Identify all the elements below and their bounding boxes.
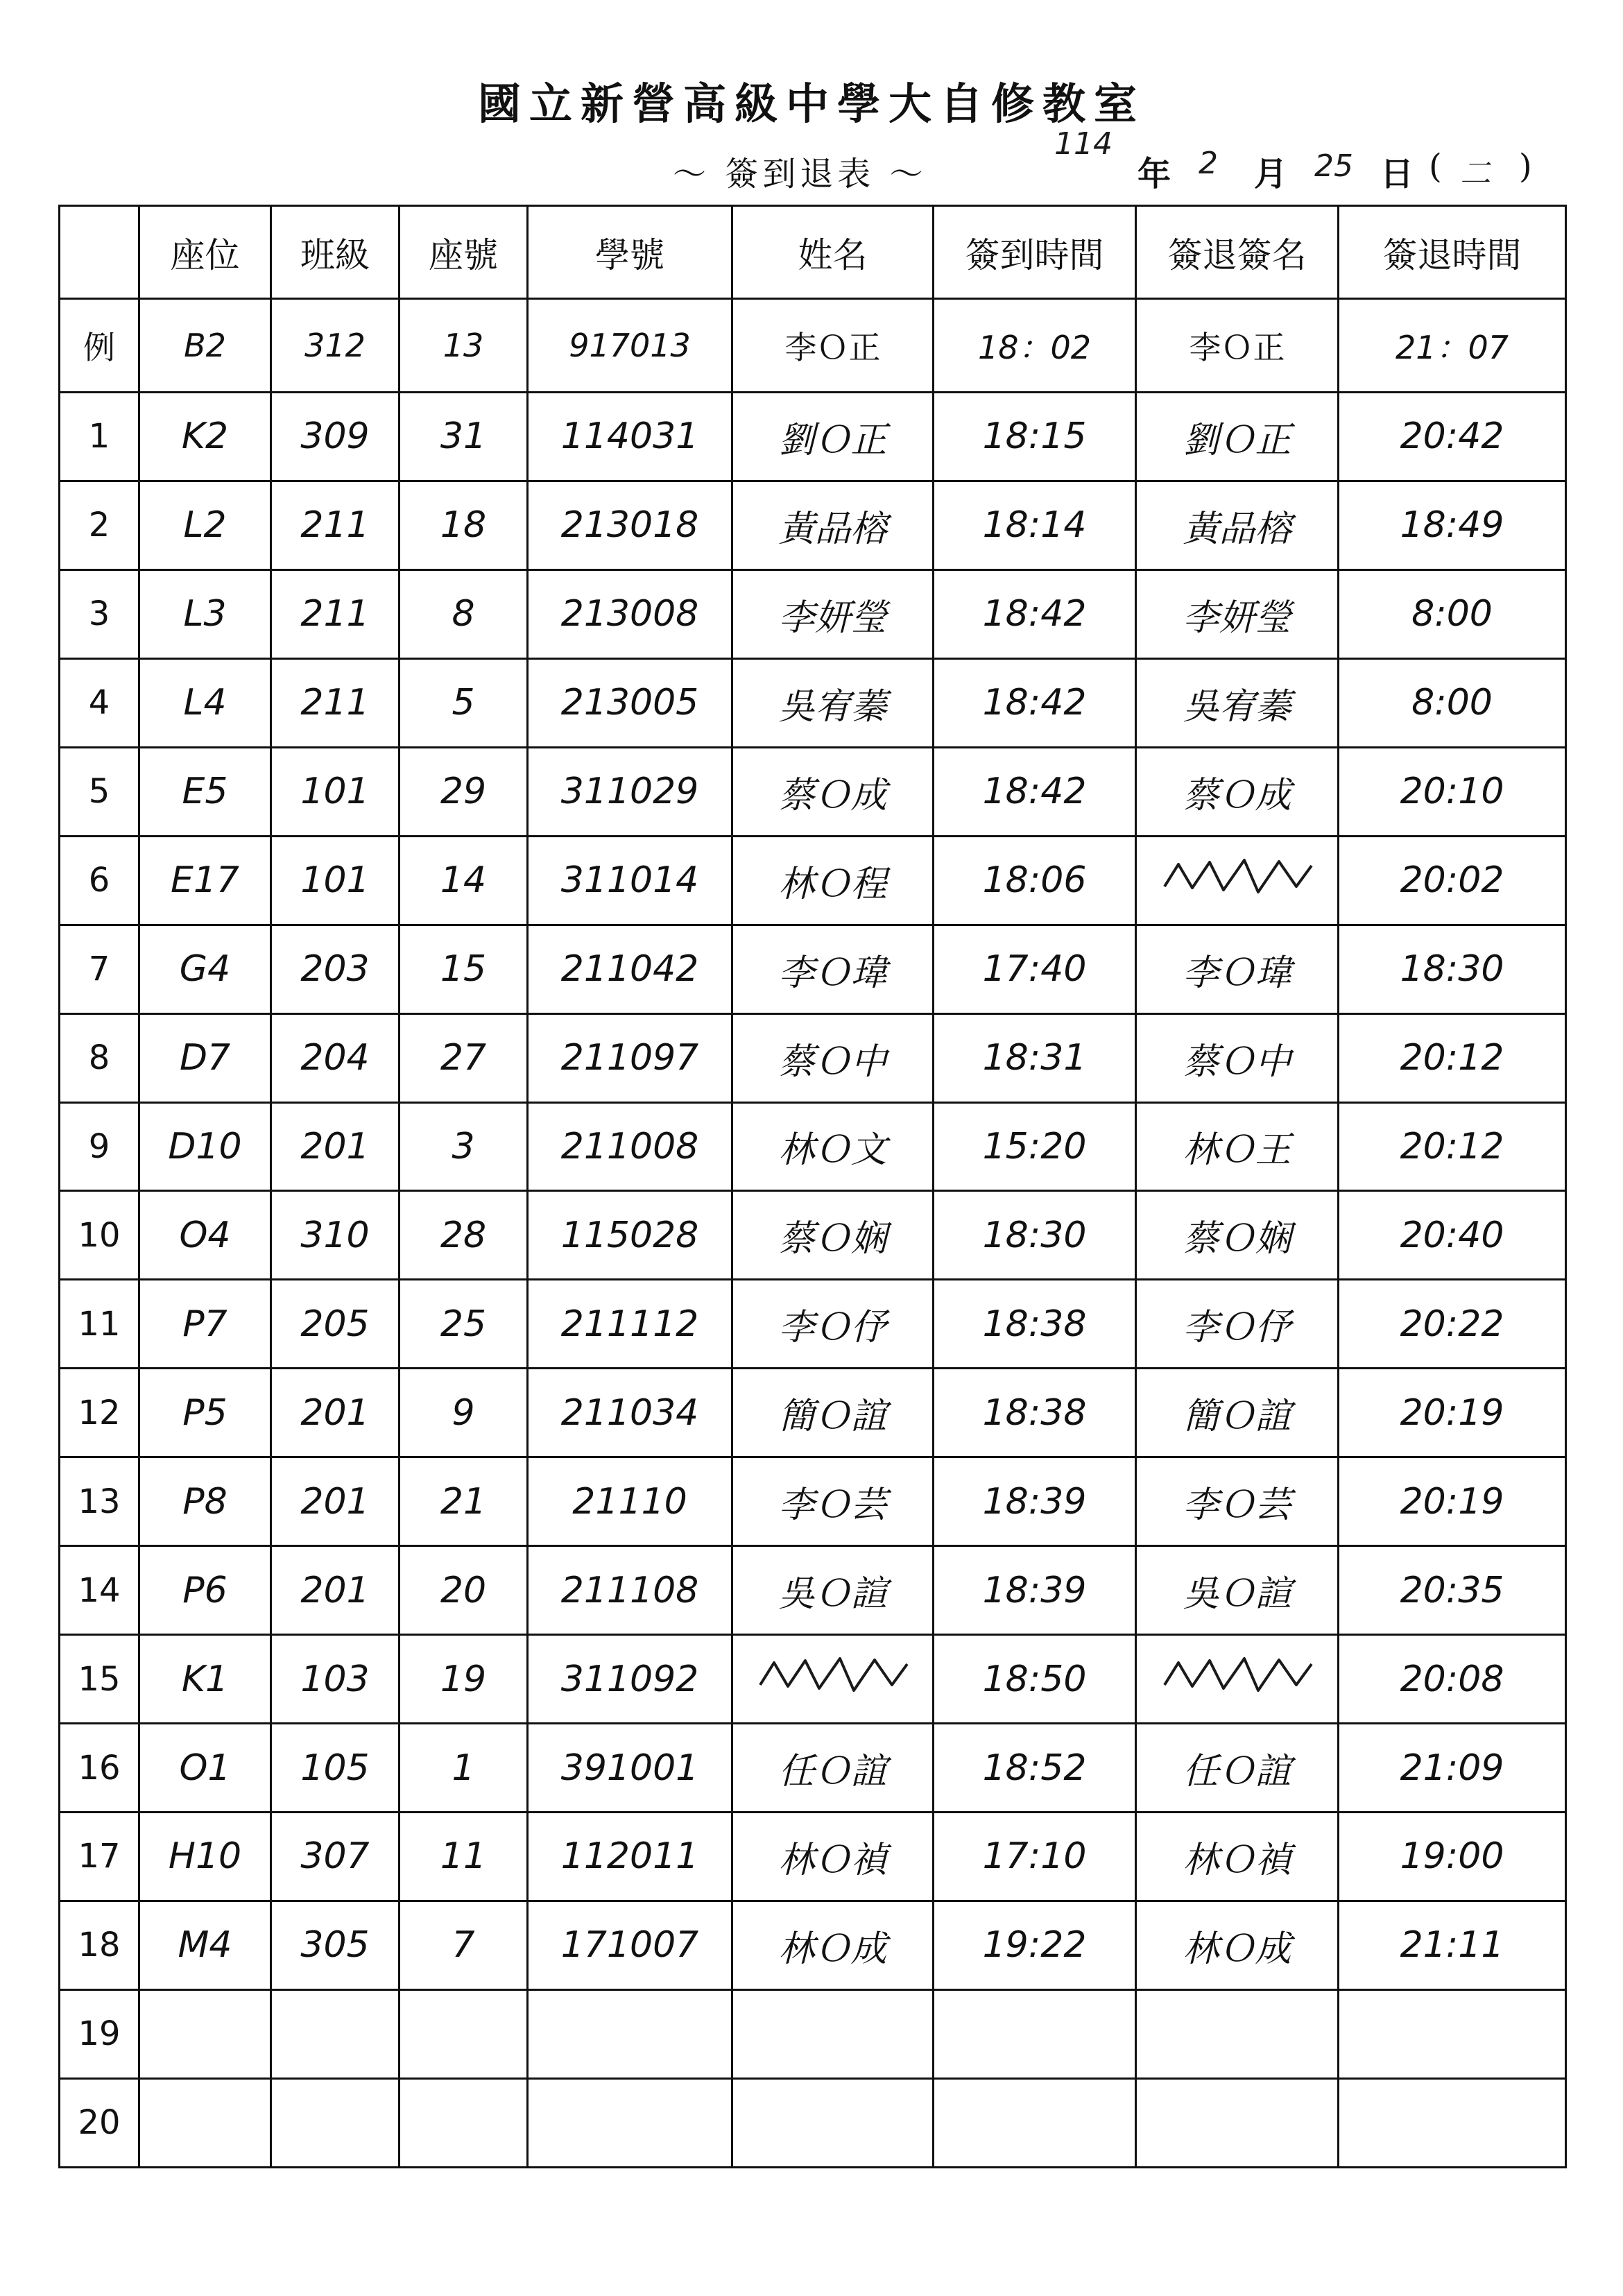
sign-in-time-cell: 18:39: [934, 1457, 1136, 1546]
example-seat: B2: [139, 299, 271, 393]
number-cell: 18: [400, 481, 528, 569]
row-number: 9: [60, 1102, 139, 1191]
sign-in-time-cell: 18:42: [934, 747, 1136, 836]
example-sign-in-time: 18：02: [934, 299, 1136, 393]
table-row: [60, 1280, 1566, 1369]
page-title: 國立新營高級中學大自修教室: [477, 78, 1145, 129]
sign-in-time-cell: 18:06: [934, 836, 1136, 925]
name-cell: 吳Ｏ諠: [732, 1546, 934, 1635]
row-number: 19: [60, 1989, 139, 2078]
sign-out-signature-cell: 蔡Ｏ中: [1136, 1013, 1339, 1102]
example-sign-out-time: 21：07: [1339, 299, 1566, 393]
number-cell: [400, 1989, 528, 2078]
name-cell: 李Ｏ芸: [732, 1457, 934, 1546]
sign-in-time-cell: [934, 2078, 1136, 2167]
table-row: [60, 836, 1566, 925]
table-row: [60, 1813, 1566, 1901]
seat-cell: M4: [139, 1901, 271, 1989]
sign-out-signature-cell: 吳Ｏ諠: [1136, 1546, 1339, 1635]
sign-out-signature-cell: 吳宥蓁: [1136, 658, 1339, 747]
sign-out-time-cell: 20:12: [1339, 1102, 1566, 1191]
scribble-signature: [1158, 852, 1317, 900]
seat-cell: L4: [139, 658, 271, 747]
date-weekday-value: 二: [1460, 156, 1491, 191]
sign-out-time-cell: 20:10: [1339, 747, 1566, 836]
row-number: 10: [60, 1191, 139, 1280]
name-cell: 蔡Ｏ娴: [732, 1191, 934, 1280]
row-number: 16: [60, 1724, 139, 1813]
column-header-number: 座號: [400, 206, 528, 299]
student-id-cell: 311029: [528, 747, 732, 836]
name-cell: 吳宥蓁: [732, 658, 934, 747]
sign-out-time-cell: 8:00: [1339, 658, 1566, 747]
student-id-cell: 213005: [528, 658, 732, 747]
row-number: 17: [60, 1813, 139, 1901]
seat-cell: E5: [139, 747, 271, 836]
number-cell: 1: [400, 1724, 528, 1813]
student-id-cell: 115028: [528, 1191, 732, 1280]
student-id-cell: 211112: [528, 1280, 732, 1369]
sign-out-signature-cell: 李妍瑩: [1136, 569, 1339, 658]
sign-out-time-cell: 19:00: [1339, 1813, 1566, 1901]
sign-out-signature-cell: 蔡Ｏ成: [1136, 747, 1339, 836]
class-cell: 309: [271, 393, 400, 481]
row-number: 6: [60, 836, 139, 925]
class-cell: 305: [271, 1901, 400, 1989]
class-cell: 307: [271, 1813, 400, 1901]
student-id-cell: 211008: [528, 1102, 732, 1191]
sign-out-signature-cell: [1136, 836, 1339, 925]
example-student-id: 917013: [528, 299, 732, 393]
number-cell: 5: [400, 658, 528, 747]
name-cell: [732, 1635, 934, 1724]
seat-cell: E17: [139, 836, 271, 925]
class-cell: 211: [271, 658, 400, 747]
seat-cell: D10: [139, 1102, 271, 1191]
student-id-cell: 211097: [528, 1013, 732, 1102]
class-cell: [271, 1989, 400, 2078]
sign-out-signature-cell: 劉Ｏ正: [1136, 393, 1339, 481]
name-cell: 簡Ｏ誼: [732, 1369, 934, 1457]
student-id-cell: 211034: [528, 1369, 732, 1457]
row-number: 12: [60, 1369, 139, 1457]
number-cell: 20: [400, 1546, 528, 1635]
name-cell: [732, 1989, 934, 2078]
sign-out-signature-cell: 林Ｏ禎: [1136, 1813, 1339, 1901]
sign-out-time-cell: 18:30: [1339, 925, 1566, 1013]
row-number: 13: [60, 1457, 139, 1546]
number-cell: 31: [400, 393, 528, 481]
student-id-cell: [528, 2078, 732, 2167]
example-sign-out-signature: 李Ｏ正: [1136, 299, 1339, 393]
seat-cell: [139, 1989, 271, 2078]
table-row: [60, 1013, 1566, 1102]
number-cell: 11: [400, 1813, 528, 1901]
sign-out-time-cell: 20:12: [1339, 1013, 1566, 1102]
sign-out-signature-cell: 簡Ｏ誼: [1136, 1369, 1339, 1457]
page-subtitle: ～ 簽到退表 ～: [673, 155, 927, 194]
date-month-label: 月: [1254, 155, 1288, 194]
sign-out-time-cell: [1339, 2078, 1566, 2167]
date-year-value: 114: [1054, 126, 1113, 162]
sign-in-time-cell: 15:20: [934, 1102, 1136, 1191]
seat-cell: P7: [139, 1280, 271, 1369]
name-cell: 李妍瑩: [732, 569, 934, 658]
name-cell: 李Ｏ伃: [732, 1280, 934, 1369]
number-cell: 21: [400, 1457, 528, 1546]
student-id-cell: 213018: [528, 481, 732, 569]
sign-out-time-cell: 18:49: [1339, 481, 1566, 569]
class-cell: 211: [271, 569, 400, 658]
sign-out-signature-cell: [1136, 2078, 1339, 2167]
seat-cell: O4: [139, 1191, 271, 1280]
scribble-signature: [1158, 1650, 1317, 1699]
sign-out-time-cell: 20:35: [1339, 1546, 1566, 1635]
seat-cell: G4: [139, 925, 271, 1013]
row-number: 20: [60, 2078, 139, 2167]
table-row: [60, 658, 1566, 747]
number-cell: [400, 2078, 528, 2167]
student-id-cell: [528, 1989, 732, 2078]
number-cell: 29: [400, 747, 528, 836]
number-cell: 27: [400, 1013, 528, 1102]
sign-out-time-cell: 20:19: [1339, 1457, 1566, 1546]
sign-out-time-cell: 8:00: [1339, 569, 1566, 658]
sign-out-signature-cell: 蔡Ｏ娴: [1136, 1191, 1339, 1280]
row-number: 3: [60, 569, 139, 658]
seat-cell: K1: [139, 1635, 271, 1724]
sign-out-time-cell: 21:09: [1339, 1724, 1566, 1813]
name-cell: 林Ｏ程: [732, 836, 934, 925]
table-row: [60, 481, 1566, 569]
column-header-sign-out-signature: 簽退簽名: [1136, 206, 1339, 299]
sign-in-time-cell: 17:10: [934, 1813, 1136, 1901]
table-row: [60, 1635, 1566, 1724]
class-cell: 201: [271, 1102, 400, 1191]
column-header-class: 班級: [271, 206, 400, 299]
class-cell: [271, 2078, 400, 2167]
sign-out-signature-cell: 黃品榕: [1136, 481, 1339, 569]
class-cell: 310: [271, 1191, 400, 1280]
sign-in-time-cell: 18:30: [934, 1191, 1136, 1280]
sign-out-signature-cell: 林Ｏ王: [1136, 1102, 1339, 1191]
seat-cell: O1: [139, 1724, 271, 1813]
table-row: [60, 747, 1566, 836]
row-number: 8: [60, 1013, 139, 1102]
seat-cell: P6: [139, 1546, 271, 1635]
table-row: [60, 2078, 1566, 2167]
sign-in-time-cell: 18:31: [934, 1013, 1136, 1102]
class-cell: 101: [271, 836, 400, 925]
example-class: 312: [271, 299, 400, 393]
number-cell: 19: [400, 1635, 528, 1724]
sign-out-signature-cell: 李Ｏ瑋: [1136, 925, 1339, 1013]
student-id-cell: 391001: [528, 1724, 732, 1813]
sign-in-time-cell: 19:22: [934, 1901, 1136, 1989]
table-row: [60, 925, 1566, 1013]
name-cell: 蔡Ｏ成: [732, 747, 934, 836]
seat-cell: L2: [139, 481, 271, 569]
name-cell: 蔡Ｏ中: [732, 1013, 934, 1102]
row-number: 18: [60, 1901, 139, 1989]
class-cell: 103: [271, 1635, 400, 1724]
table-row: [60, 1989, 1566, 2078]
row-number: 7: [60, 925, 139, 1013]
name-cell: 黃品榕: [732, 481, 934, 569]
scribble-signature: [753, 1650, 913, 1699]
student-id-cell: 211108: [528, 1546, 732, 1635]
sign-in-time-cell: 18:52: [934, 1724, 1136, 1813]
name-cell: 李Ｏ瑋: [732, 925, 934, 1013]
sign-in-table: [58, 205, 1567, 2168]
date-month-value: 2: [1199, 146, 1218, 181]
row-number: 11: [60, 1280, 139, 1369]
seat-cell: L3: [139, 569, 271, 658]
row-number: 4: [60, 658, 139, 747]
row-number: 5: [60, 747, 139, 836]
row-number: 14: [60, 1546, 139, 1635]
example-number: 13: [400, 299, 528, 393]
sign-out-time-cell: 20:08: [1339, 1635, 1566, 1724]
row-number: 1: [60, 393, 139, 481]
table-row: [60, 1457, 1566, 1546]
example-name: 李Ｏ正: [732, 299, 934, 393]
table-row: [60, 569, 1566, 658]
seat-cell: [139, 2078, 271, 2167]
number-cell: 9: [400, 1369, 528, 1457]
sign-out-signature-cell: 林Ｏ成: [1136, 1901, 1339, 1989]
name-cell: 任Ｏ誼: [732, 1724, 934, 1813]
sign-out-signature-cell: 任Ｏ誼: [1136, 1724, 1339, 1813]
number-cell: 14: [400, 836, 528, 925]
sign-out-time-cell: 20:02: [1339, 836, 1566, 925]
sign-out-signature-cell: [1136, 1635, 1339, 1724]
student-id-cell: 114031: [528, 393, 732, 481]
class-cell: 204: [271, 1013, 400, 1102]
student-id-cell: 213008: [528, 569, 732, 658]
name-cell: 林Ｏ禎: [732, 1813, 934, 1901]
student-id-cell: 171007: [528, 1901, 732, 1989]
sign-in-time-cell: 18:15: [934, 393, 1136, 481]
sign-in-time-cell: 18:14: [934, 481, 1136, 569]
student-id-cell: 311092: [528, 1635, 732, 1724]
seat-cell: H10: [139, 1813, 271, 1901]
table-row: [60, 1191, 1566, 1280]
name-cell: 林Ｏ成: [732, 1901, 934, 1989]
sign-out-time-cell: 20:22: [1339, 1280, 1566, 1369]
class-cell: 201: [271, 1457, 400, 1546]
date-day-label: 日: [1380, 155, 1414, 194]
sign-in-time-cell: 17:40: [934, 925, 1136, 1013]
sign-in-time-cell: 18:38: [934, 1280, 1136, 1369]
seat-cell: K2: [139, 393, 271, 481]
sign-in-time-cell: 18:42: [934, 569, 1136, 658]
student-id-cell: 21110: [528, 1457, 732, 1546]
table-row: [60, 1546, 1566, 1635]
row-number: 2: [60, 481, 139, 569]
class-cell: 105: [271, 1724, 400, 1813]
column-header-sign-out-time: 簽退時間: [1339, 206, 1566, 299]
class-cell: 201: [271, 1369, 400, 1457]
number-cell: 15: [400, 925, 528, 1013]
date-year-label: 年: [1137, 155, 1171, 194]
class-cell: 211: [271, 481, 400, 569]
number-cell: 8: [400, 569, 528, 658]
row-number: 15: [60, 1635, 139, 1724]
sign-in-time-cell: 18:38: [934, 1369, 1136, 1457]
sign-out-time-cell: 20:40: [1339, 1191, 1566, 1280]
seat-cell: P8: [139, 1457, 271, 1546]
column-header-index: [60, 206, 139, 299]
table-row: [60, 1369, 1566, 1457]
number-cell: 25: [400, 1280, 528, 1369]
class-cell: 101: [271, 747, 400, 836]
column-header-name: 姓名: [732, 206, 934, 299]
sign-out-time-cell: 20:19: [1339, 1369, 1566, 1457]
column-header-sign-in-time: 簽到時間: [934, 206, 1136, 299]
seat-cell: P5: [139, 1369, 271, 1457]
sign-out-time-cell: 21:11: [1339, 1901, 1566, 1989]
student-id-cell: 112011: [528, 1813, 732, 1901]
example-label: 例: [60, 299, 139, 393]
sign-out-signature-cell: 李Ｏ伃: [1136, 1280, 1339, 1369]
sign-in-time-cell: [934, 1989, 1136, 2078]
number-cell: 28: [400, 1191, 528, 1280]
table-row: [60, 1901, 1566, 1989]
name-cell: 林Ｏ文: [732, 1102, 934, 1191]
name-cell: [732, 2078, 934, 2167]
seat-cell: D7: [139, 1013, 271, 1102]
table-row: [60, 393, 1566, 481]
date-weekday-open: (: [1429, 147, 1442, 186]
class-cell: 205: [271, 1280, 400, 1369]
date-weekday-close: ): [1519, 147, 1532, 186]
class-cell: 203: [271, 925, 400, 1013]
sign-in-time-cell: 18:39: [934, 1546, 1136, 1635]
column-header-seat: 座位: [139, 206, 271, 299]
class-cell: 201: [271, 1546, 400, 1635]
sign-out-time-cell: 20:42: [1339, 393, 1566, 481]
table-row: [60, 1724, 1566, 1813]
sign-in-time-cell: 18:50: [934, 1635, 1136, 1724]
number-cell: 3: [400, 1102, 528, 1191]
sign-out-time-cell: [1339, 1989, 1566, 2078]
column-header-student-id: 學號: [528, 206, 732, 299]
student-id-cell: 311014: [528, 836, 732, 925]
number-cell: 7: [400, 1901, 528, 1989]
table-row: [60, 1102, 1566, 1191]
name-cell: 劉Ｏ正: [732, 393, 934, 481]
sign-out-signature-cell: [1136, 1989, 1339, 2078]
student-id-cell: 211042: [528, 925, 732, 1013]
sign-out-signature-cell: 李Ｏ芸: [1136, 1457, 1339, 1546]
example-row: [60, 299, 1566, 393]
date-day-value: 25: [1314, 148, 1353, 184]
header-row: [60, 206, 1566, 299]
sign-in-time-cell: 18:42: [934, 658, 1136, 747]
